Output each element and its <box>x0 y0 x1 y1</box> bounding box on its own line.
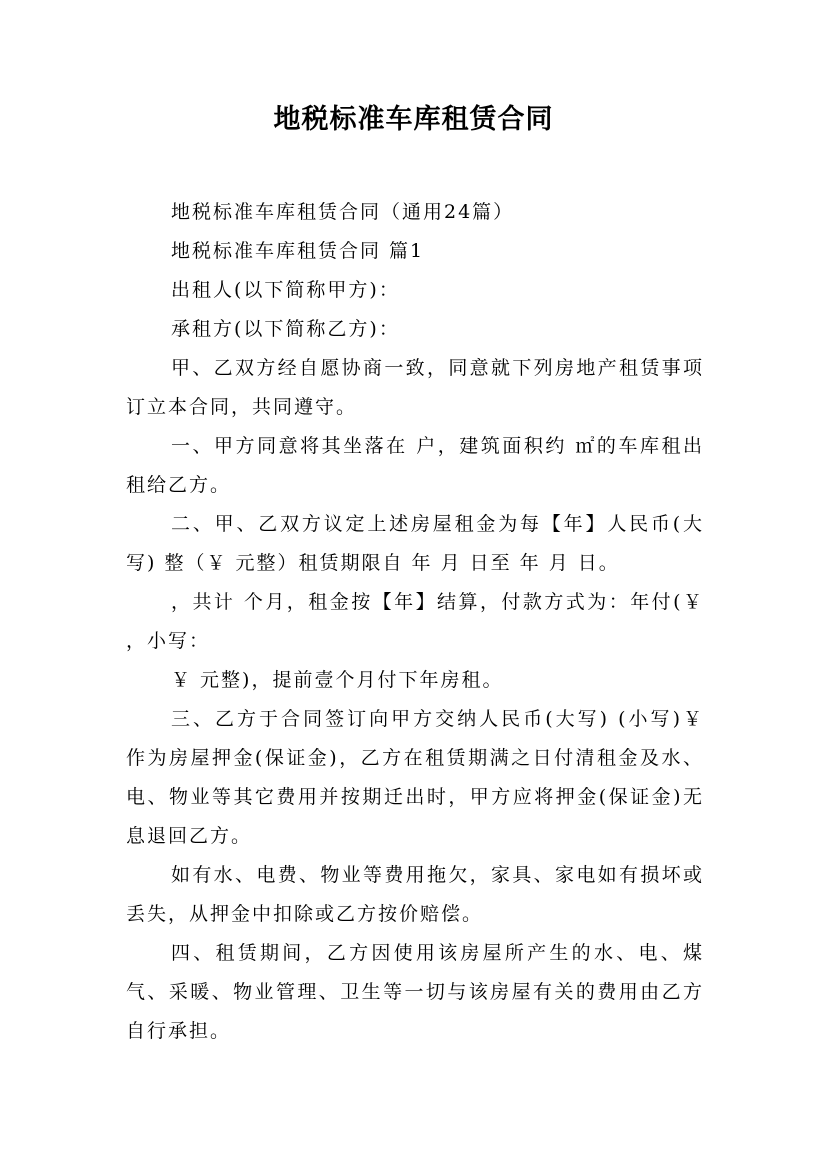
paragraph-lessor: 出租人(以下简称甲方)： <box>171 279 400 301</box>
paragraph-lessee: 承租方(以下简称乙方)： <box>171 318 400 340</box>
paragraph-clause-2: 二、甲、乙双方议定上述房屋租金为每【年】人民币(大写) 整（￥ 元整）租赁期限自 年 月 日至 年 月 日。 <box>126 513 704 574</box>
paragraph-payment-terms: ，共计 个月，租金按【年】结算，付款方式为：年付(￥ ，小写： <box>126 591 704 652</box>
paragraph-payment-amount: ￥ 元整)，提前壹个月付下年房租。 <box>171 669 504 691</box>
paragraph-clause-4: 四、租赁期间，乙方因使用该房屋所产生的水、电、煤气、采暖、物业管理、卫生等一切与该房屋有关的费用由乙方自行承担。 <box>126 942 704 1042</box>
paragraph-subtitle: 地税标准车库租赁合同（通用24篇） <box>171 201 515 223</box>
document-body <box>126 193 704 1051</box>
paragraph-deduction: 如有水、电费、物业等费用拖欠，家具、家电如有损坏或丢失，从押金中扣除或乙方按价赔偿。 <box>126 864 704 925</box>
paragraph-clause-1: 一、甲方同意将其坐落在 户，建筑面积约 ㎡的车库租出租给乙方。 <box>126 435 704 496</box>
paragraph-agreement: 甲、乙双方经自愿协商一致，同意就下列房地产租赁事项订立本合同，共同遵守。 <box>126 357 704 418</box>
paragraph-clause-3: 三、乙方于合同签订向甲方交纳人民币(大写) (小写)￥ 作为房屋押金(保证金)，乙方在租赁期满之日付清租金及水、电、物业等其它费用并按期迁出时，甲方应将押金(保证金)无息退回乙方。 <box>126 708 704 847</box>
document-title: 地税标准车库租赁合同 <box>273 104 554 135</box>
paragraph-part-heading: 地税标准车库租赁合同 篇1 <box>171 240 425 262</box>
